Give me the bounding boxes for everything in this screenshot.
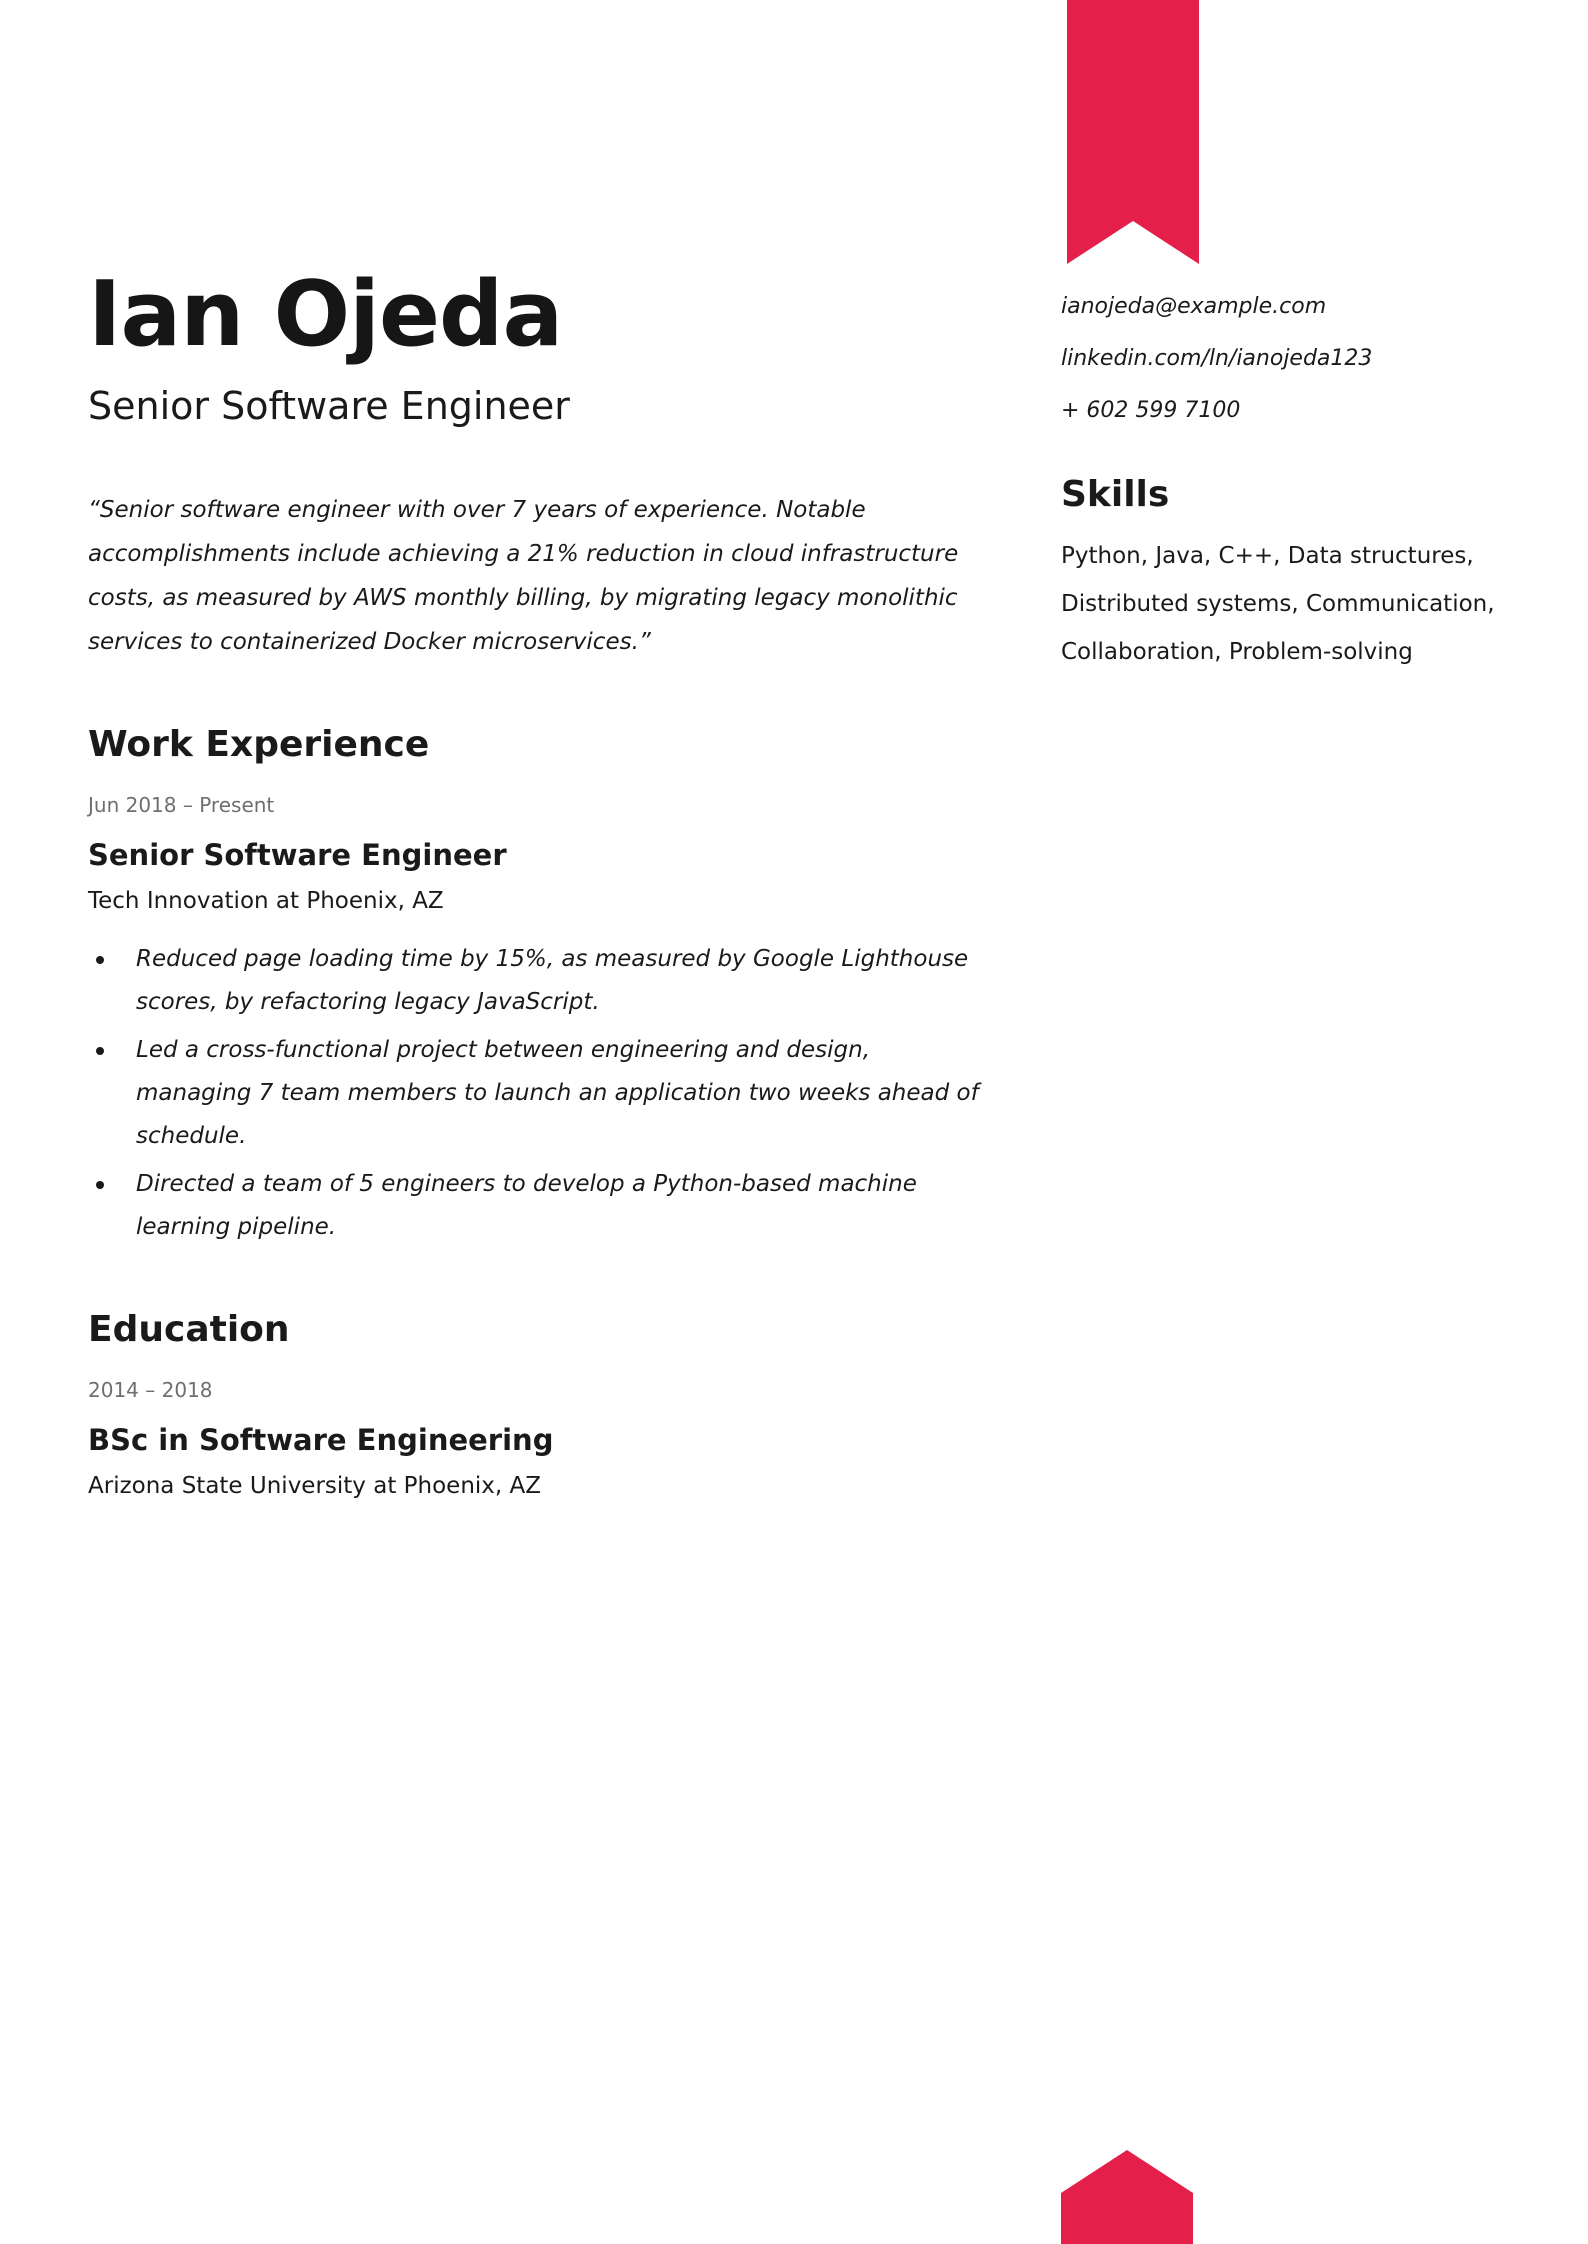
candidate-title: Senior Software Engineer [88, 384, 570, 428]
sidebar-column [1061, 292, 1531, 676]
education-dates: 2014 – 2018 [88, 1378, 213, 1402]
education-school: Arizona State University at Phoenix, AZ [88, 1473, 542, 1499]
job-bullet-text: Directed a team of 5 engineers to develop a Python-based machine learning pipeline. [136, 1171, 917, 1240]
bookmark-ribbon-bottom-shape [1061, 2150, 1193, 2244]
education-section [88, 1307, 988, 1501]
job-bullet-text: Led a cross-functional project between engineering and design, managing 7 team members to launch an application two weeks ahead of schedule. [136, 1037, 979, 1149]
bullet-icon [96, 1181, 104, 1189]
education-heading: Education [88, 1309, 290, 1350]
contact-email[interactable]: ianojeda@example.com [1061, 294, 1327, 319]
education-degree: BSc in Software Engineering [88, 1423, 554, 1457]
work-experience-heading: Work Experience [88, 724, 430, 765]
job-bullet [88, 938, 981, 1024]
job-bullet [88, 1029, 981, 1158]
job-organization: Tech Innovation at Phoenix, AZ [88, 888, 444, 914]
main-column [88, 258, 988, 1501]
bookmark-ribbon-top-shape [1067, 0, 1199, 264]
job-dates: Jun 2018 – Present [88, 793, 275, 817]
summary-quote: “Senior software engineer with over 7 years of experience. Notable accomplishments include achieving a 21% reduction in cloud infrastructure costs, as measured by AWS monthly billing, by migrating legacy monolithic services to containerized Docker microservices.” [88, 497, 959, 655]
work-experience-section [88, 722, 988, 1249]
bullet-icon [96, 1047, 104, 1055]
contact-linkedin[interactable]: linkedin.com/ln/ianojeda123 [1061, 346, 1373, 371]
job-title: Senior Software Engineer [88, 838, 507, 872]
skills-heading: Skills [1061, 474, 1170, 515]
candidate-name: Ian Ojeda [88, 262, 563, 367]
bookmark-ribbon-top [1067, 0, 1199, 264]
job-bullet-text: Reduced page loading time by 15%, as measured by Google Lighthouse scores, by refactoring legacy JavaScript. [136, 946, 969, 1015]
bookmark-ribbon-bottom [1061, 2150, 1193, 2244]
contact-phone[interactable]: + 602 599 7100 [1061, 398, 1241, 423]
job-bullets [88, 938, 988, 1249]
skills-list: Python, Java, C++, Data structures, Distributed systems, Communication, Collaboration, Problem-solving [1061, 543, 1495, 665]
job-bullet [88, 1163, 981, 1249]
bullet-icon [96, 956, 104, 964]
